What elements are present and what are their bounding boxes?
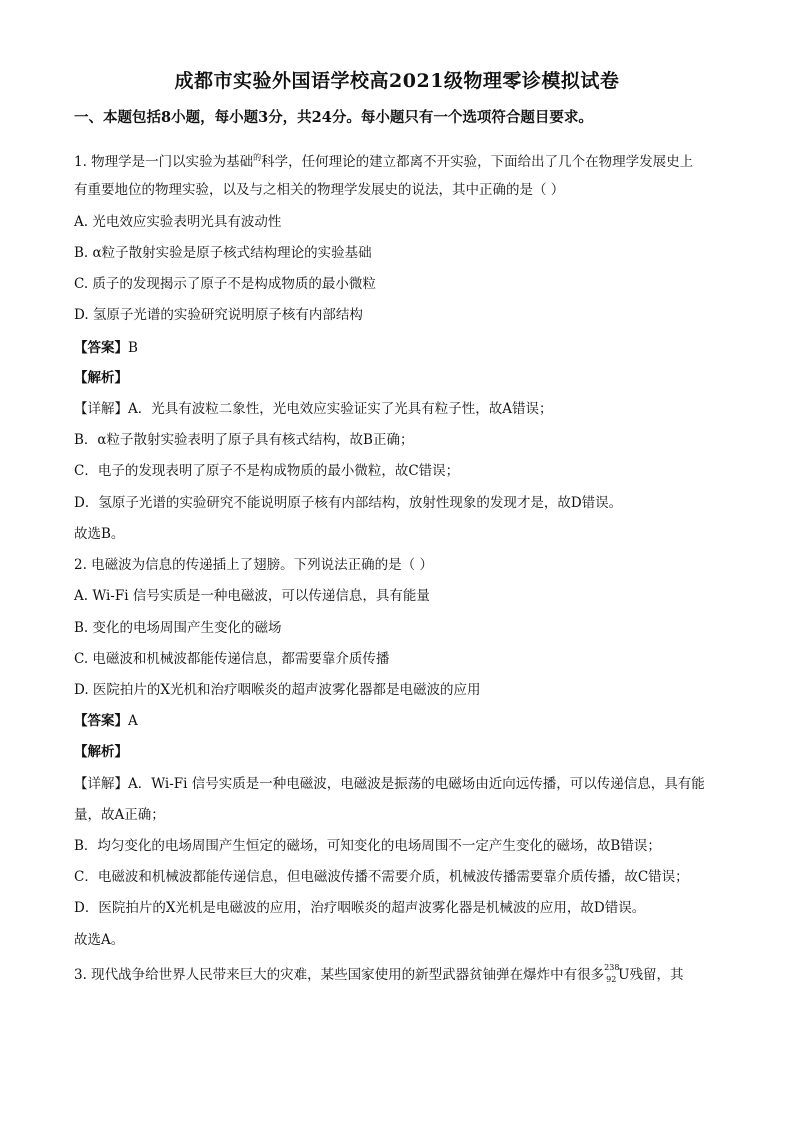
q1-answer-value: B	[128, 340, 138, 356]
q2-stem: 2. 电磁波为信息的传递插上了翅膀。下列说法正确的是（ ）	[74, 557, 433, 573]
q1-stem-superscript: 的	[253, 153, 262, 162]
isotope-element: U	[618, 967, 630, 983]
isotope-mass-number: 238	[604, 963, 620, 972]
q2-option-d: D. 医院拍片的X光机和治疗咽喉炎的超声波雾化器都是电磁波的应用	[74, 682, 481, 698]
q2-analysis-tag: 【解析】	[74, 744, 128, 760]
q3-stem-text-a: 3. 现代战争给世界人民带来巨大的灾难，某些国家使用的新型武器贫铀弹在爆炸中有很多	[74, 967, 605, 983]
q1-analysis-tag: 【解析】	[74, 370, 128, 386]
q1-detail-5: 故选B。	[74, 526, 125, 542]
q1-detail-3: C．电子的发现表明了原子不是构成物质的最小微粒，故C错误；	[74, 463, 460, 479]
q2-option-b: B. 变化的电场周围产生变化的磁场	[74, 620, 282, 636]
q1-answer	[74, 339, 724, 357]
q1-detail-1: 【详解】A．光具有波粒二象性，光电效应实验证实了光具有粒子性，故A错误；	[74, 401, 553, 417]
q2-answer	[74, 712, 724, 730]
q1-option-c: C. 质子的发现揭示了原子不是构成物质的最小微粒	[74, 276, 376, 292]
q1-stem-line2: 有重要地位的物理实验，以及与之相关的物理学发展史的说法，其中正确的是（ ）	[74, 182, 565, 198]
q1-stem-line1	[74, 149, 724, 171]
q1-stem-text-a: 1. 物理学是一门以实验为基础	[74, 154, 254, 170]
isotope-atomic-number: 92	[606, 975, 617, 984]
q1-detail-4: D．氢原子光谱的实验研究不能说明原子核有内部结构，放射性现象的发现才是，故D错误。	[74, 495, 623, 511]
q1-option-b: B. α粒子散射实验是原子核式结构理论的实验基础	[74, 245, 372, 261]
q3-stem-text-b: 残留，其	[629, 967, 684, 983]
q1-answer-tag: 【答案】	[74, 340, 128, 356]
q3-stem	[74, 963, 724, 984]
q2-answer-tag: 【答案】	[74, 713, 128, 729]
q2-answer-value: A	[128, 713, 138, 729]
q1-option-d: D. 氢原子光谱的实验研究说明原子核有内部结构	[74, 307, 363, 323]
q1-detail-2: B．α粒子散射实验表明了原子具有核式结构，故B正确；	[74, 432, 414, 448]
page-title: 成都市实验外国语学校高2021级物理零诊模拟试卷	[174, 70, 620, 92]
q2-detail-2: 量，故A正确；	[74, 807, 165, 823]
q1-option-a: A. 光电效应实验表明光具有波动性	[74, 214, 282, 230]
q2-detail-6: 故选A。	[74, 932, 125, 948]
q2-detail-3: B．均匀变化的电场周围产生恒定的磁场，可知变化的电场周围不一定产生变化的磁场，故B错误；	[74, 838, 661, 854]
q2-detail-5: D．医院拍片的X光机是电磁波的应用，治疗咽喉炎的超声波雾化器是机械波的应用，故D错误。	[74, 900, 646, 916]
q2-option-a: A. Wi-Fi 信号实质是一种电磁波，可以传递信息，具有能量	[74, 588, 430, 604]
q2-detail-4: C．电磁波和机械波都能传递信息，但电磁波传播不需要介质，机械波传播需要靠介质传播，故C错误；	[74, 869, 689, 885]
q2-detail-1: 【详解】A．Wi-Fi 信号实质是一种电磁波，电磁波是振荡的电磁场由近向远传播，可以传递信息，具有能	[74, 776, 705, 792]
section-heading: 一、本题包括8小题，每小题3分，共24分。每小题只有一个选项符合题目要求。	[74, 109, 593, 126]
q2-option-c: C. 电磁波和机械波都能传递信息，都需要靠介质传播	[74, 651, 390, 667]
q1-stem-text-b: 科学，任何理论的建立都离不开实验，下面给出了几个在物理学发展史上	[261, 154, 694, 170]
uranium-isotope	[604, 963, 620, 984]
